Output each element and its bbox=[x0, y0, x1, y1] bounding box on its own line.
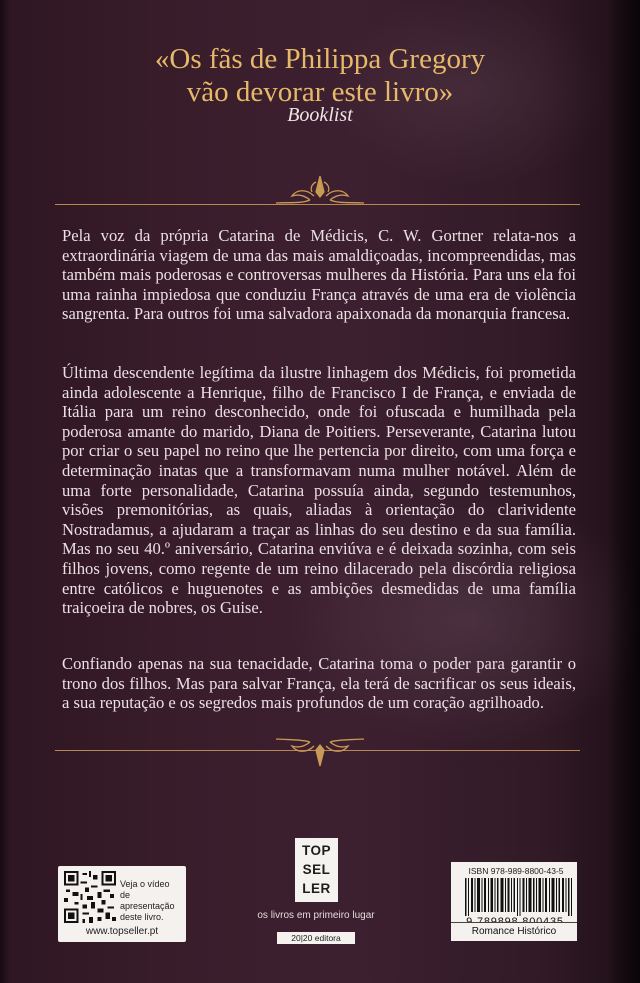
cover-left-edge bbox=[0, 0, 10, 983]
barcode-icon bbox=[465, 878, 573, 916]
logo-tagline: os livros em primeiro lugar bbox=[257, 910, 375, 921]
qr-code-icon[interactable] bbox=[64, 871, 116, 923]
ornament-bottom-icon bbox=[270, 736, 370, 772]
qr-caption: Veja o vídeo de apresentação deste livro. bbox=[120, 879, 175, 922]
topseller-logo bbox=[295, 838, 338, 902]
ornament-top-icon bbox=[270, 170, 370, 206]
qr-code-panel[interactable] bbox=[58, 866, 186, 942]
blurb-paragraph-1 bbox=[62, 226, 576, 324]
logo-line-1: TOP bbox=[301, 843, 331, 858]
review-quote-line-1: «Os fãs de Philippa Gregory bbox=[154, 43, 486, 75]
review-quote-line-2: vão devorar este livro» bbox=[186, 76, 454, 108]
blurb-paragraph-2-text: Última descendente legítima da ilustre linhagem dos Médicis, foi prometida ainda adolescente a Henrique, filho de Francisco I de França, e enviada de Itália para um reino desconhecido, onde foi ofuscada e humilhada pela poderosa amante do marido, Diana de Poitiers. Perseverante, Catarina lutou por criar o seu papel no reino que lhe pertencia por direito, com uma força e determinação inatas que a transformavam numa mulher notável. Além de uma forte personalidade, Catarina possuía ainda, segundo testemunhos, visões premonitórias, as quais, aliadas à orientação do clarividente Nostradamus, a ajudaram a traçar as linhas do seu destino e da sua família. Mas no seu 40.º aniversário, Catarina enviúva e é deixada sozinha, com seis filhos jovens, como regente de um reino dilacerado pela discórdia religiosa entre católicos e huguenotes e as ambições desmedidas de uma família traiçoeira de nobres, os Guise. bbox=[62, 363, 576, 618]
genre-label: Romance Histórico bbox=[451, 922, 577, 941]
spine-shadow bbox=[608, 0, 640, 983]
review-source: Booklist bbox=[287, 104, 353, 126]
blurb-paragraph-1-text: Pela voz da própria Catarina de Médicis, C. W. Gortner relata-nos a extraordinária viagem de uma das mais amaldiçoadas, incompreendidas, mas também mais poderosas e controversas mulheres da História. Para uns ela foi uma rainha impiedosa que conduziu França através de uma era de violência sangrenta. Para outros foi uma salvadora apaixonada da monarquia francesa. bbox=[62, 226, 576, 324]
publisher-imprint: 20|20 editora bbox=[277, 932, 355, 944]
blurb-paragraph-3 bbox=[62, 654, 576, 713]
publisher-website-link[interactable]: www.topseller.pt bbox=[85, 926, 159, 937]
blurb-paragraph-3-text: Confiando apenas na sua tenacidade, Catarina toma o poder para garantir o trono dos filhos. Mas para salvar França, ela terá de sacrificar os seus ideais, a sua reputação e os segredos mais profundos de um coração agrilhoado. bbox=[62, 654, 576, 713]
logo-line-3: LER bbox=[302, 881, 331, 896]
divider-top bbox=[55, 204, 580, 205]
blurb-paragraph-2 bbox=[62, 363, 576, 618]
logo-line-2: SEL bbox=[302, 862, 331, 877]
isbn-label: ISBN 978-989-8800-43-5 bbox=[468, 866, 564, 876]
